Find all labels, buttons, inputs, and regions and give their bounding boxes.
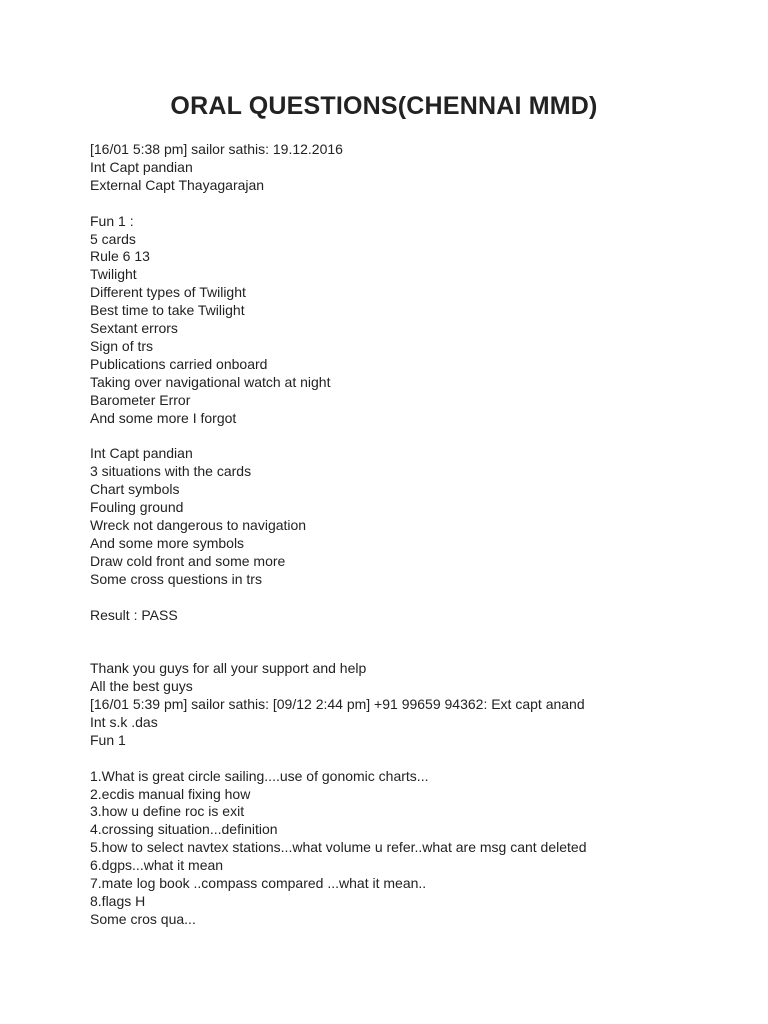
text-line: And some more symbols: [90, 534, 245, 551]
text-line: 5 cards: [90, 230, 136, 247]
text-line: Thank you guys for all your support and help: [90, 660, 367, 677]
question-line: 1.What is great circle sailing....use of gonomic charts...: [90, 767, 429, 784]
blank-line: [90, 624, 730, 642]
text-line: Chart symbols: [90, 481, 180, 498]
text-line: Fouling ground: [90, 499, 184, 516]
question-line: 5.how to select navtex stations...what volume u refer..what are msg cant deleted: [90, 839, 587, 856]
text-line: [16/01 5:38 pm] sailor sathis: 19.12.2016: [90, 141, 343, 157]
text-line: 3 situations with the cards: [90, 463, 252, 480]
result-line: Result : PASS: [90, 606, 178, 623]
text-line: Publications carried onboard: [90, 355, 268, 372]
text-line: Sign of trs: [90, 337, 154, 354]
blank-line: [90, 195, 730, 213]
text-line: Fun 1 :: [90, 212, 134, 229]
blank-line: [90, 642, 730, 660]
question-line: 7.mate log book ..compass compared ...what it mean..: [90, 875, 427, 892]
text-line: [16/01 5:39 pm] sailor sathis: [09/12 2:44 pm] +91 99659 94362: Ext capt anand: [90, 696, 585, 713]
question-line: 2.ecdis manual fixing how: [90, 785, 251, 802]
text-line: All the best guys: [90, 678, 193, 695]
text-line: Rule 6 13: [90, 248, 150, 265]
blank-line: [90, 589, 730, 607]
text-line: Some cros qua...: [90, 910, 196, 927]
text-line: And some more I forgot: [90, 409, 237, 426]
text-line: Draw cold front and some more: [90, 552, 286, 569]
text-line: Int Capt pandian: [90, 158, 193, 175]
text-line: Fun 1: [90, 731, 126, 748]
text-line: Twilight: [90, 266, 137, 283]
question-line: 6.dgps...what it mean: [90, 857, 224, 874]
text-line: Barometer Error: [90, 391, 191, 408]
text-line: Best time to take Twilight: [90, 302, 245, 319]
text-line: Int s.k .das: [90, 713, 158, 730]
text-line: Different types of Twilight: [90, 284, 246, 301]
question-line: 3.how u define roc is exit: [90, 803, 245, 820]
blank-line: [90, 427, 730, 445]
document-title: ORAL QUESTIONS(CHENNAI MMD): [170, 92, 598, 120]
question-line: 4.crossing situation...definition: [90, 821, 278, 838]
text-line: Taking over navigational watch at night: [90, 373, 331, 390]
text-line: External Capt Thayagarajan: [90, 176, 265, 193]
text-line: Int Capt pandian: [90, 445, 193, 462]
text-line: Sextant errors: [90, 320, 178, 337]
text-line: Some cross questions in trs: [90, 570, 262, 587]
question-line: 8.flags H: [90, 892, 146, 909]
document-body: [90, 141, 730, 929]
text-line: Wreck not dangerous to navigation: [90, 517, 307, 533]
blank-line: [90, 750, 730, 768]
